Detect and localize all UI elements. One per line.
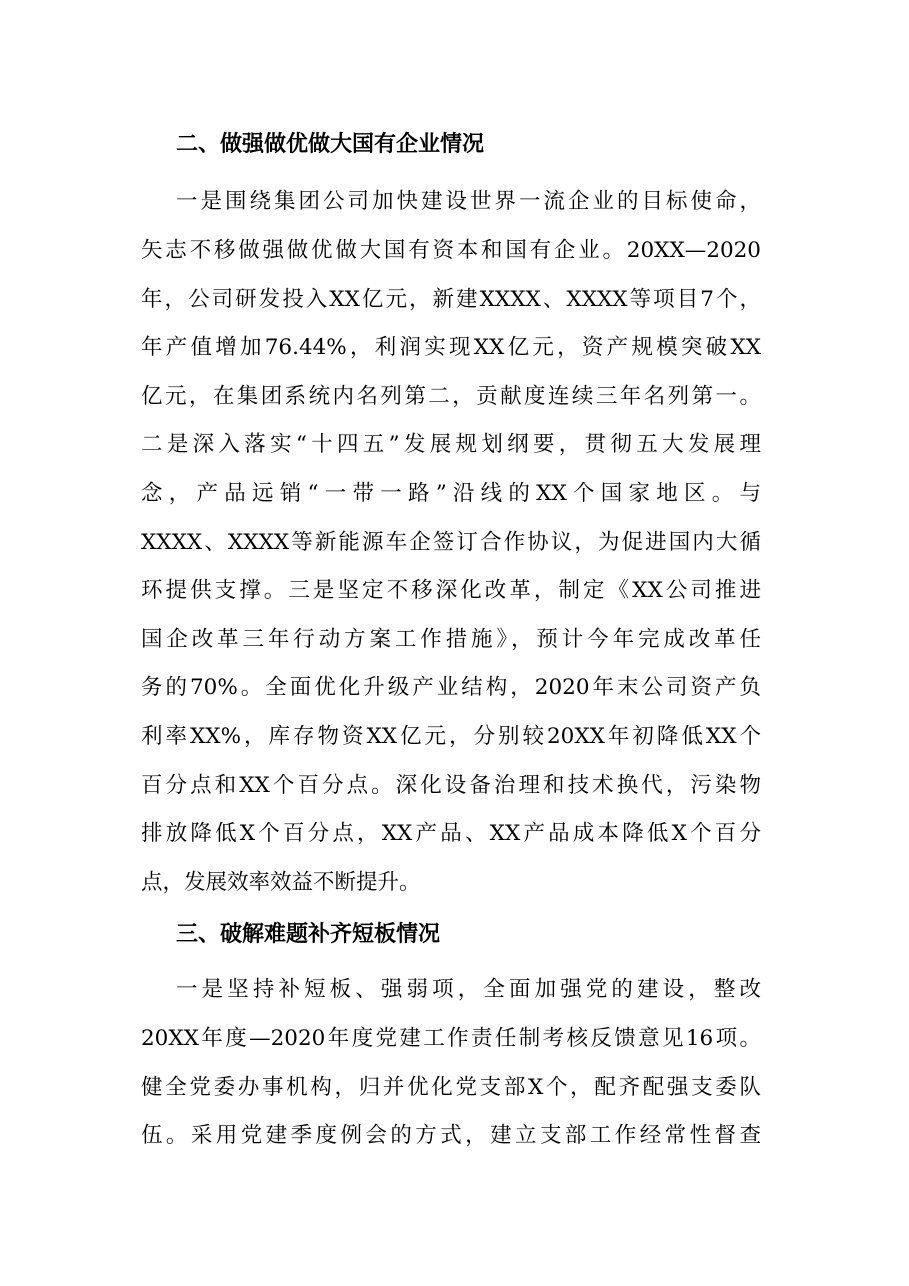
section-3-line-1: 一是坚持补短板、强弱项，全面加强党的建设，整改 [176,977,761,1002]
section-2-line-7: 念，产品远销“一带一路”沿线的XX个国家地区。与 [141,481,761,506]
section-3-heading: 三、破解难题补齐短板情况 [176,922,441,947]
section-2-line-3: 年，公司研发投入XX亿元，新建XXXX、XXXX等项目7个， [141,287,761,312]
section-3-line-3: 健全党委办事机构，归并优化党支部X个，配齐配强支委队 [141,1075,761,1100]
section-2-line-11: 务的70%。全面优化升级产业结构，2020年末公司资产负 [141,675,761,700]
section-2-line-2: 矢志不移做强做优做大国有资本和国有企业。20XX—2020 [141,238,761,263]
section-3-line-2: 20XX年度—2020年度党建工作责任制考核反馈意见16项。 [141,1026,761,1051]
section-2-line-8: XXXX、XXXX等新能源车企签订合作协议，为促进国内大循 [141,530,761,555]
section-2-line-15: 点，发展效率效益不断提升。 [141,870,421,895]
section-2-line-10: 国企改革三年行动方案工作措施》，预计今年完成改革任 [141,627,761,652]
section-2-line-5: 亿元，在集团系统内名列第二，贡献度连续三年名列第一。 [141,384,761,409]
section-2-line-14: 排放降低X个百分点，XX产品、XX产品成本降低X个百分 [141,821,761,846]
section-2-line-9: 环提供支撑。三是坚定不移深化改革，制定《XX公司推进 [141,578,761,603]
section-2-line-4: 年产值增加76.44%，利润实现XX亿元，资产规模突破XX [141,335,761,360]
section-2-line-13: 百分点和XX个百分点。深化设备治理和技术换代，污染物 [141,773,761,798]
section-3-line-4: 伍。采用党建季度例会的方式，建立支部工作经常性督查 [141,1123,761,1148]
section-2-line-6: 二是深入落实“十四五”发展规划纲要，贯彻五大发展理 [141,432,761,457]
section-2-heading: 二、做强做优做大国有企业情况 [176,132,485,157]
section-2-line-12: 利率XX%，库存物资XX亿元，分别较20XX年初降低XX个 [141,724,761,749]
section-2-line-1: 一是围绕集团公司加快建设世界一流企业的目标使命， [176,189,761,214]
